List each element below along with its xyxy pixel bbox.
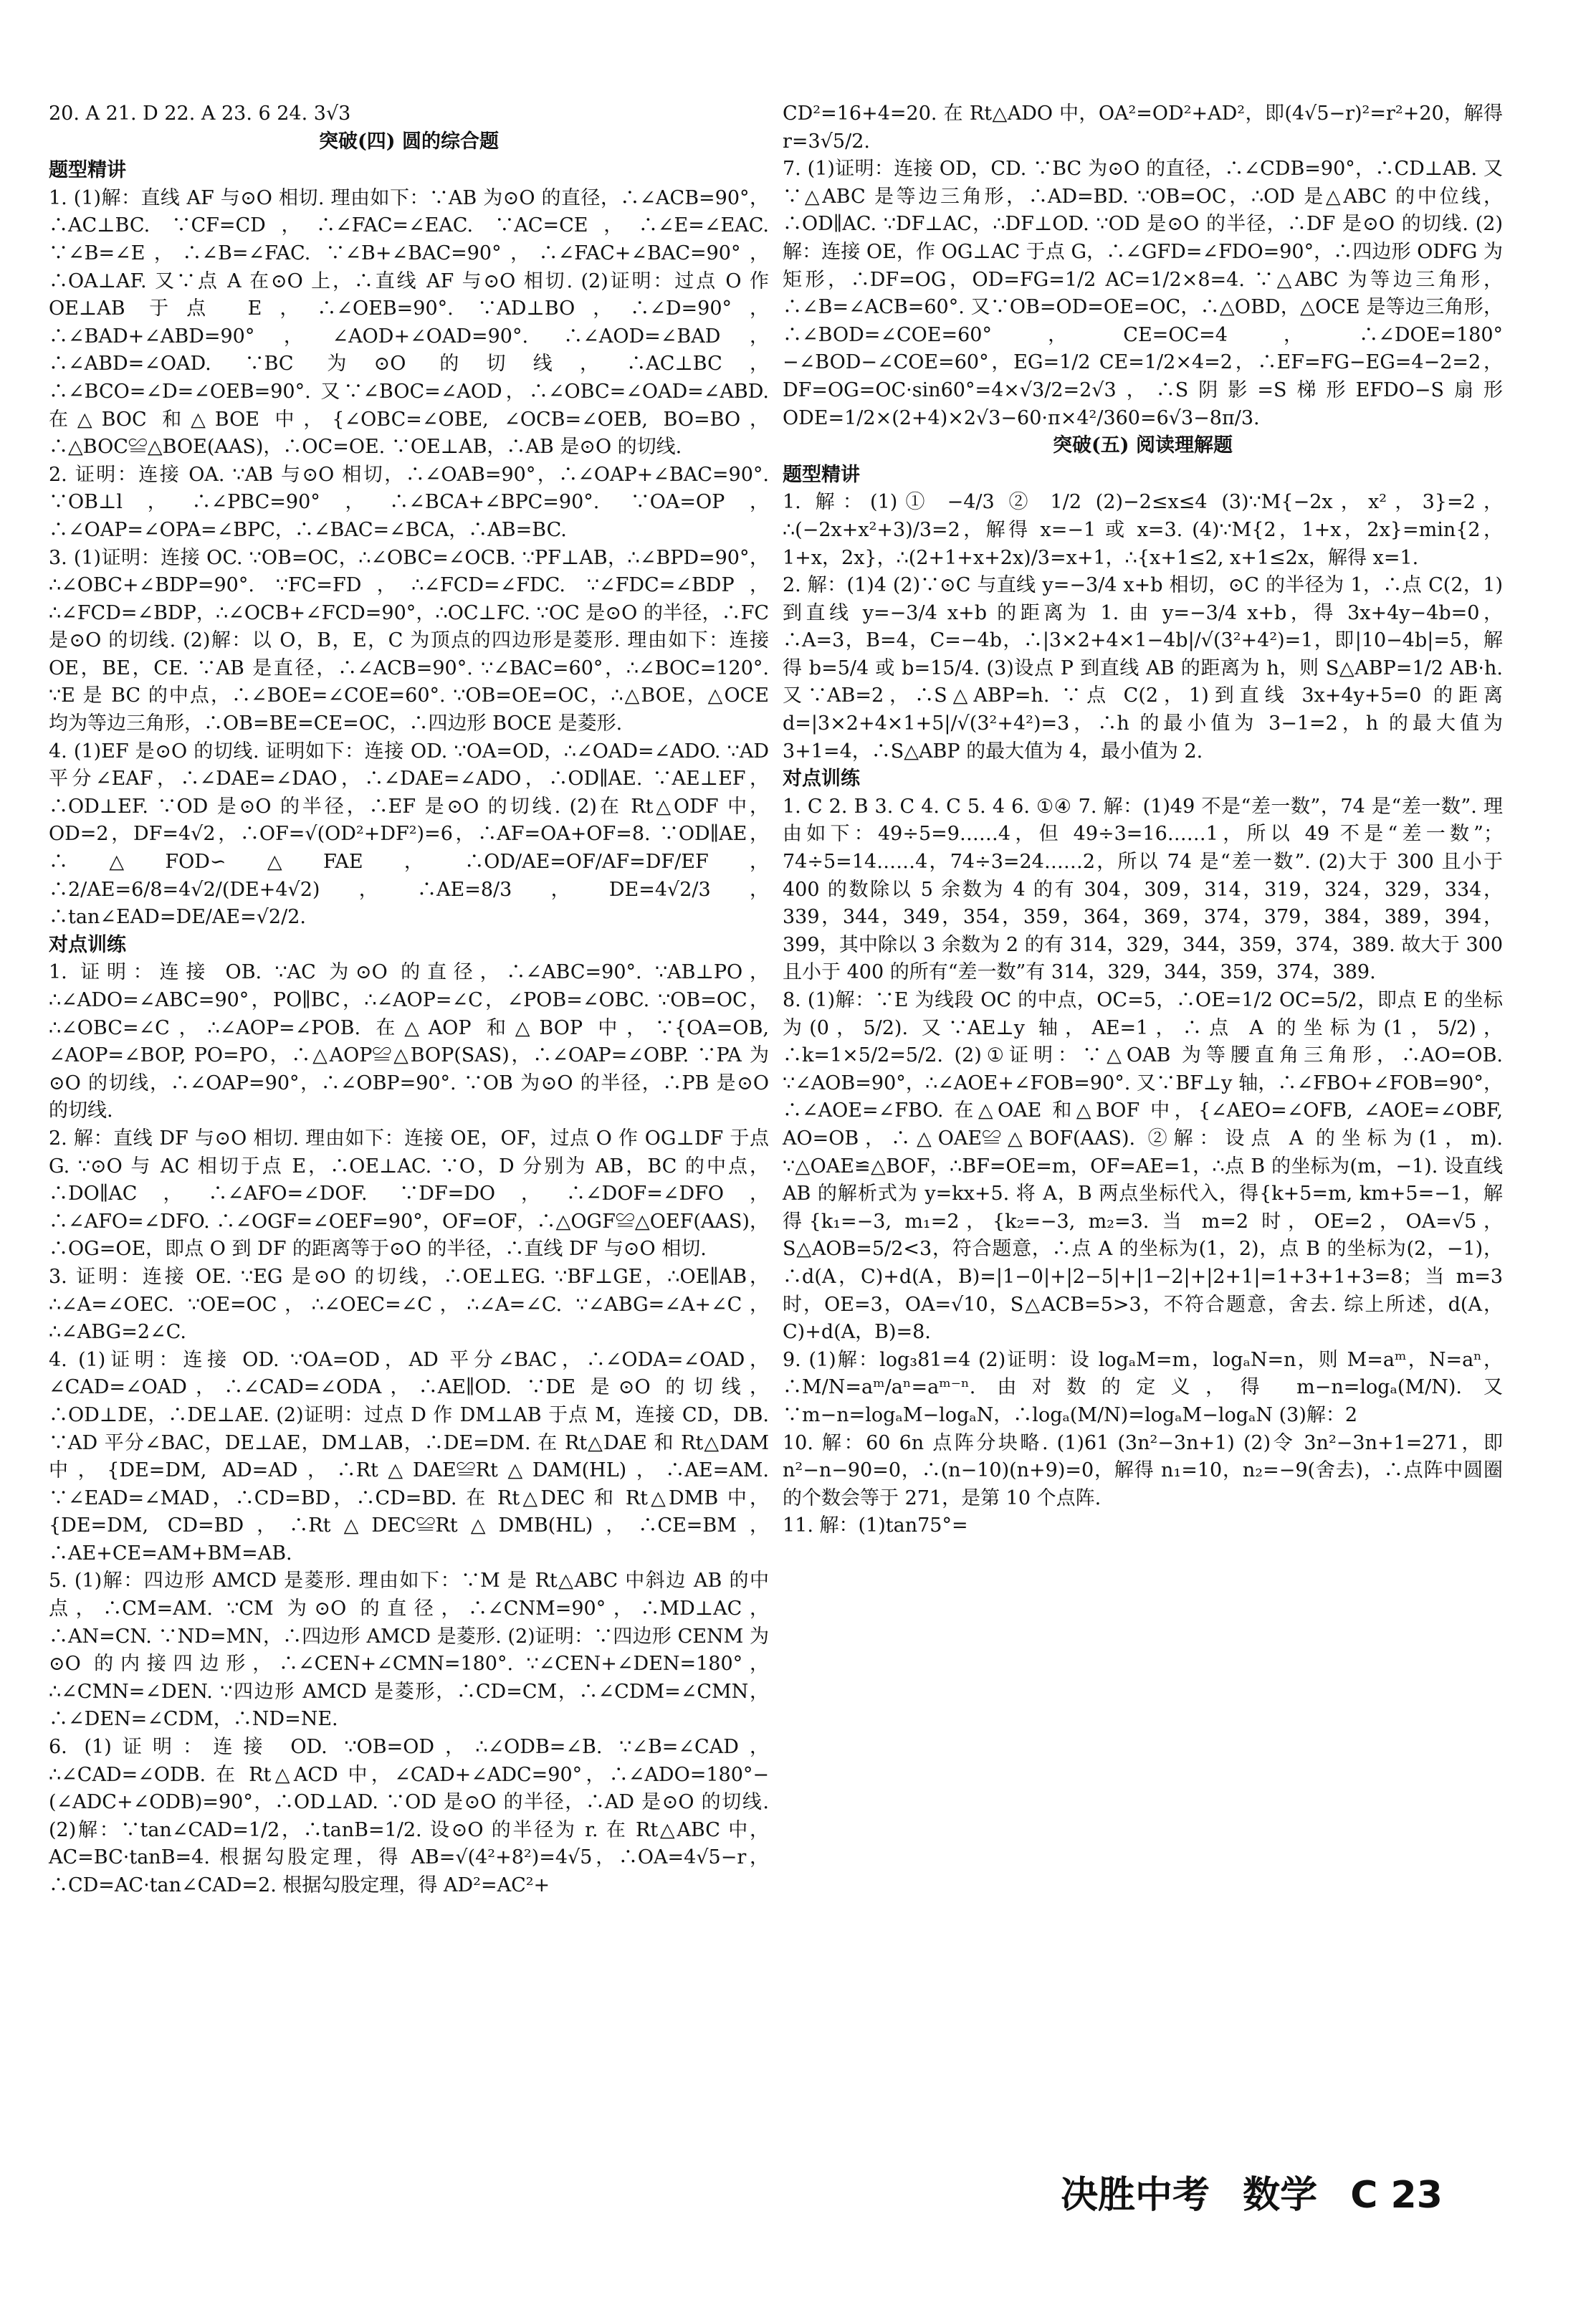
answer-paragraph: 1. (1)解：直线 AF 与⊙O 相切. 理由如下：∵AB 为⊙O 的直径，∴∠ACB=90°，∴AC⊥BC. ∵CF=CD，∴∠FAC=∠EAC. ∵AC=CE，∴∠E=∠EAC. ∵∠B=∠E，∴∠B=∠FAC. ∵∠B+∠BAC=90°，∴∠FAC+∠BAC=90°，∴OA⊥AF. 又∵点 A 在⊙O 上，∴直线 AF 与⊙O 相切. (2)证明：过点 O 作 OE⊥AB 于点 E，∴∠OEB=90°. ∵AD⊥BO，∴∠D=90°，∴∠BAD+∠ABD=90°，∠AOD+∠OAD=90°. ∴∠AOD=∠BAD，∴∠ABD=∠OAD. ∵BC 为⊙O 的切线，∴AC⊥BC，∴∠BCO=∠D=∠OEB=90°. 又∵∠BOC=∠AOD，∴∠OBC=∠OAD=∠ABD. 在△BOC 和△BOE 中，{∠OBC=∠OBE, ∠OCB=∠OEB, BO=BO，∴△BOC≌△BOE(AAS)，∴OC=OE. ∵OE⊥AB，∴AB 是⊙O 的切线. [49,186,769,459]
answer-paragraph: 4. (1)EF 是⊙O 的切线. 证明如下：连接 OD. ∵OA=OD，∴∠OAD=∠ADO. ∵AD 平分∠EAF，∴∠DAE=∠DAO，∴∠DAE=∠ADO，∴OD∥AE. ∵AE⊥EF，∴OD⊥EF. ∵OD 是⊙O 的半径，∴EF 是⊙O 的切线. (2)在 Rt△ODF 中，OD=2，DF=4√2，∴OF=√(OD²+DF²)=6，∴AF=OA+OF=8. ∵OD∥AE，∴△FOD∽△FAE，∴OD/AE=OF/AF=DF/EF，∴2/AE=6/8=4√2/(DE+4√2)，∴AE=8/3，DE=4√2/3，∴tan∠EAD=DE/AE=√2/2. [49,740,769,929]
left-column [49,100,769,1900]
section-title-reading: 突破(五) 阅读理解题 [1053,434,1233,457]
answer-paragraph: 2. 解：直线 DF 与⊙O 相切. 理由如下：连接 OE，OF，过点 O 作 OG⊥DF 于点 G. ∵⊙O 与 AC 相切于点 E，∴OE⊥AC. ∵O，D 分别为 AB，BC 的中点，∴DO∥AC，∴∠AFO=∠DOF. ∵DF=DO，∴∠DOF=∠DFO，∴∠AFO=∠DFO. ∴∠OGF=∠OEF=90°，OF=OF，∴△OGF≌△OEF(AAS)，∴OG=OE，即点 O 到 DF 的距离等于⊙O 的半径，∴直线 DF 与⊙O 相切. [49,1127,769,1261]
subsection-title: 对点训练 [783,768,860,791]
answer-paragraph: 10. 解：60 6n 点阵分块略. (1)61 (3n²−3n+1) (2)令 3n²−3n+1=271，即 n²−n−90=0，∴(n−10)(n+9)=0，解得 n₁=10，n₂=−9(舍去)，∴点阵中圆圈的个数会等于 271，是第 10 个点阵. [783,1431,1503,1509]
section-title-circle: 突破(四) 圆的综合题 [319,130,499,153]
answer-paragraph: 1. C 2. B 3. C 4. C 5. 4 6. ①④ 7. 解：(1)49 不是“差一数”，74 是“差一数”. 理由如下：49÷5=9……4，但 49÷3=16……1，所以 49 不是“差一数”；74÷5=14……4，74÷3=24……2，所以 74 是“差一数”. (2)大于 300 且小于 400 的数除以 5 余数为 4 的有 304，309，314，319，324，329，334，339，344，349，354，359，364，369，374，379，384，389，394，399，其中除以 3 余数为 2 的有 314，329，344，359，374，389. 故大于 300 且小于 400 的所有“差一数”有 314，329，344，359，374，389. [783,795,1503,984]
answer-paragraph: 3. (1)证明：连接 OC. ∵OB=OC，∴∠OBC=∠OCB. ∵PF⊥AB，∴∠BPD=90°，∴∠OBC+∠BDP=90°. ∵FC=FD，∴∠FCD=∠FDC. ∵∠FDC=∠BDP，∴∠FCD=∠BDP，∴∠OCB+∠FCD=90°，∴OC⊥FC. ∵OC 是⊙O 的半径，∴FC 是⊙O 的切线. (2)解：以 O，B，E，C 为顶点的四边形是菱形. 理由如下：连接 OE，BE，CE. ∵AB 是直径，∴∠ACB=90°. ∵∠BAC=60°，∴∠BOC=120°. ∵E 是 BC 的中点，∴∠BOE=∠COE=60°. ∵OB=OE=OC，∴△BOE，△OCE 均为等边三角形，∴OB=BE=CE=OC，∴四边形 BOCE 是菱形. [49,546,769,735]
subsection-title: 对点训练 [49,933,126,956]
answer-paragraph: 1. 解：(1)① −4/3 ② 1/2 (2)−2≤x≤4 (3)∵M{−2x，x²，3}=2，∴(−2x+x²+3)/3=2，解得 x=−1 或 x=3. (4)∵M{2，1+x，2x}=min{2，1+x，2x}，∴(2+1+x+2x)/3=x+1，∴{x+1≤2, x+1≤2x，解得 x=1. [783,491,1503,569]
answer-paragraph: CD²=16+4=20. 在 Rt△ADO 中，OA²=OD²+AD²，即(4√5−r)²=r²+20，解得 r=3√5/2. [783,102,1503,153]
answer-paragraph: 4. (1)证明：连接 OD. ∵OA=OD，AD 平分∠BAC，∴∠ODA=∠OAD，∠CAD=∠OAD，∴∠CAD=∠ODA，∴AE∥OD. ∵DE 是⊙O 的切线，∴OD⊥DE，∴DE⊥AE. (2)证明：过点 D 作 DM⊥AB 于点 M，连接 CD，DB. ∵AD 平分∠BAC，DE⊥AE，DM⊥AB，∴DE=DM. 在 Rt△DAE 和 Rt△DAM 中，{DE=DM, AD=AD，∴Rt△DAE≌Rt△DAM(HL)，∴AE=AM. ∵∠EAD=∠MAD，∴CD=BD，∴CD=BD. 在 Rt△DEC 和 Rt△DMB 中，{DE=DM, CD=BD，∴Rt△DEC≌Rt△DMB(HL)，∴CE=BM，∴AE+CE=AM+BM=AB. [49,1348,769,1565]
answer-paragraph: 9. (1)解：log₃81=4 (2)证明：设 logₐM=m，logₐN=n，则 M=aᵐ，N=aⁿ，∴M/N=aᵐ/aⁿ=aᵐ⁻ⁿ. 由对数的定义，得 m−n=logₐ(M/N). 又∵m−n=logₐM−logₐN，∴logₐ(M/N)=logₐM−logₐN (3)解：2 [783,1348,1504,1426]
book-title: 决胜中考 [1061,2174,1210,2217]
answer-paragraph: 2. 证明：连接 OA. ∵AB 与⊙O 相切，∴∠OAB=90°，∴∠OAP+∠BAC=90°. ∵OB⊥l，∴∠PBC=90°，∴∠BCA+∠BPC=90°. ∵OA=OP，∴∠OAP=∠OPA=∠BPC，∴∠BAC=∠BCA，∴AB=BC. [49,463,769,541]
answer-paragraph: 3. 证明：连接 OE. ∵EG 是⊙O 的切线，∴OE⊥EG. ∵BF⊥GE，∴OE∥AB，∴∠A=∠OEC. ∵OE=OC，∴∠OEC=∠C，∴∠A=∠C. ∵∠ABG=∠A+∠C，∴∠ABG=2∠C. [49,1265,769,1344]
answer-paragraph: 5. (1)解：四边形 AMCD 是菱形. 理由如下：∵M 是 Rt△ABC 中斜边 AB 的中点，∴CM=AM. ∵CM 为⊙O 的直径，∴∠CNM=90°，∴MD⊥AC，∴AN=CN. ∵ND=MN，∴四边形 AMCD 是菱形. (2)证明：∵四边形 CENM 为⊙O 的内接四边形，∴∠CEN+∠CMN=180°. ∵∠CEN+∠DEN=180°，∴∠CMN=∠DEN. ∵四边形 AMCD 是菱形，∴CD=CM，∴∠CDM=∠CMN，∴∠DEN=∠CDM，∴ND=NE. [49,1570,769,1731]
answer-paragraph: 2. 解：(1)4 (2)∵⊙C 与直线 y=−3/4 x+b 相切，⊙C 的半径为 1，∴点 C(2，1)到直线 y=−3/4 x+b 的距离为 1. 由 y=−3/4 x+b，得 3x+4y−4b=0，∴A=3，B=4，C=−4b，∴|3×2+4×1−4b|/√(3²+4²)=1，即|10−4b|=5，解得 b=5/4 或 b=15/4. (3)设点 P 到直线 AB 的距离为 h，则 S△ABP=1/2 AB·h. 又∵AB=2，∴S△ABP=h. ∵点 C(2，1)到直线 3x+4y+5=0 的距离 d=|3×2+4×1+5|/√(3²+4²)=3，∴h 的最小值为 3−1=2，h 的最大值为 3+1=4，∴S△ABP 的最大值为 4，最小值为 2. [783,574,1503,763]
subsection-title: 题型精讲 [783,463,860,486]
answer-paragraph: 1. 证明：连接 OB. ∵AC 为⊙O 的直径，∴∠ABC=90°. ∵AB⊥PO，∴∠ADO=∠ABC=90°，PO∥BC，∴∠AOP=∠C，∠POB=∠OBC. ∵OB=OC，∴∠OBC=∠C，∴∠AOP=∠POB. 在△AOP 和△BOP 中，∵{OA=OB, ∠AOP=∠BOP, PO=PO，∴△AOP≌△BOP(SAS)，∴∠OAP=∠OBP. ∵PA 为⊙O 的切线，∴∠OAP=90°，∴∠OBP=90°. ∵OB 为⊙O 的半径，∴PB 是⊙O 的切线. [49,961,769,1122]
answer-paragraph: 11. 解：(1)tan75°= [783,1514,968,1537]
answer-paragraph: 6. (1)证明：连接 OD. ∵OB=OD，∴∠ODB=∠B. ∵∠B=∠CAD，∴∠CAD=∠ODB. 在 Rt△ACD 中，∠CAD+∠ADC=90°，∴∠ADO=180°−(∠ADC+∠ODB)=90°，∴OD⊥AD. ∵OD 是⊙O 的半径，∴AD 是⊙O 的切线. (2)解：∵tan∠CAD=1/2，∴tanB=1/2. 设⊙O 的半径为 r. 在 Rt△ABC 中，AC=BC·tanB=4. 根据勾股定理，得 AB=√(4²+8²)=4√5，∴OA=4√5−r，∴CD=AC·tan∠CAD=2. 根据勾股定理，得 AD²=AC²+ [49,1736,769,1896]
page-number: C 23 [1350,2174,1443,2217]
subject-label: 数学 [1243,2174,1318,2217]
subsection-title: 题型精讲 [49,159,126,182]
top-answers: 20. A 21. D 22. A 23. 6 24. 3√3 [49,102,351,125]
answer-paragraph: 7. (1)证明：连接 OD，CD. ∵BC 为⊙O 的直径，∴∠CDB=90°，∴CD⊥AB. 又∵△ABC 是等边三角形，∴AD=BD. ∵OB=OC，∴OD 是△ABC 的中位线，∴OD∥AC. ∵DF⊥AC，∴DF⊥OD. ∵OD 是⊙O 的半径，∴DF 是⊙O 的切线. (2)解：连接 OE，作 OG⊥AC 于点 G，∴∠GFD=∠FDO=90°，∴四边形 ODFG 为矩形，∴DF=OG，OD=FG=1/2 AC=1/2×8=4. ∵△ABC 为等边三角形，∴∠B=∠ACB=60°. 又∵OB=OD=OE=OC，∴△OBD，△OCE 是等边三角形，∴∠BOD=∠COE=60°，CE=OC=4，∴∠DOE=180°−∠BOD−∠COE=60°，EG=1/2 CE=1/2×4=2，∴EF=FG−EG=4−2=2，DF=OG=OC·sin60°=4×√3/2=2√3，∴S阴影=S梯形EFDO−S扇形ODE=1/2×(2+4)×2√3−60·π×4²/360=6√3−8π/3. [783,158,1504,429]
answer-paragraph: 8. (1)解：∵E 为线段 OC 的中点，OC=5，∴OE=1/2 OC=5/2，即点 E 的坐标为(0，5/2). 又∵AE⊥y 轴，AE=1，∴点 A 的坐标为(1，5/2)，∴k=1×5/2=5/2. (2)①证明：∵△OAB 为等腰直角三角形，∴AO=OB. ∵∠AOB=90°，∴∠AOE+∠FOB=90°. 又∵BF⊥y 轴，∴∠FBO+∠FOB=90°，∴∠AOE=∠FBO. 在△OAE 和△BOF 中，{∠AEO=∠OFB, ∠AOE=∠OBF, AO=OB，∴△OAE≌△BOF(AAS). ②解：设点 A 的坐标为(1，m). ∵△OAE≌△BOF，∴BF=OE=m，OF=AE=1，∴点 B 的坐标为(m，−1). 设直线 AB 的解析式为 y=kx+5. 将 A，B 两点坐标代入，得{k+5=m, km+5=−1，解得{k₁=−3, m₁=2，{k₂=−3, m₂=3. 当 m=2 时，OE=2，OA=√5，S△AOB=5/2<3，符合题意，∴点 A 的坐标为(1，2)，点 B 的坐标为(2，−1)，∴d(A，C)+d(A，B)=|1−0|+|2−5|+|1−2|+|2+1|=1+3+1+3=8；当 m=3 时，OE=3，OA=√10，S△ACB=5>3，不符合题意，舍去. 综上所述，d(A，C)+d(A，B)=8. [783,989,1503,1344]
page-footer [1061,2164,1562,2222]
right-column [783,100,1503,1540]
